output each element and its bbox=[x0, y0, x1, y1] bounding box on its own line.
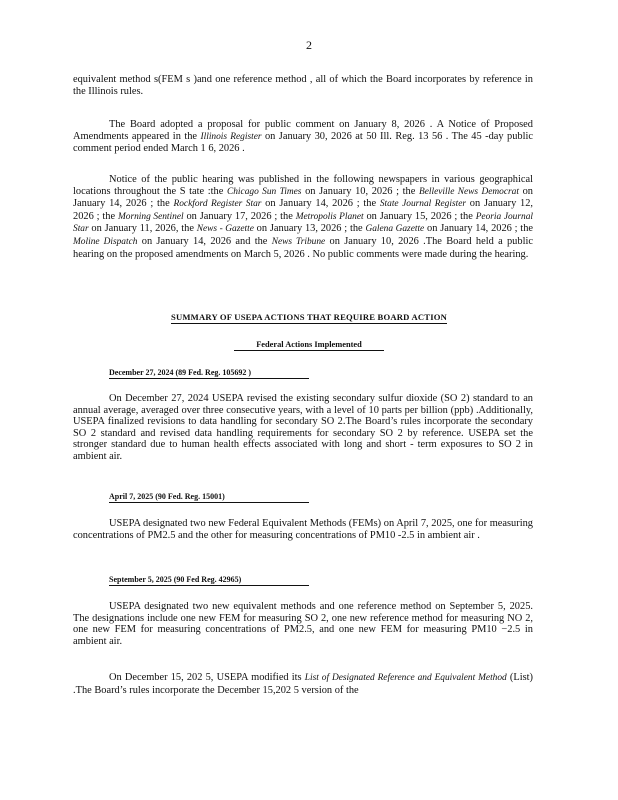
intro-paragraph-continuation: equivalent method s(FEM s )and one reference method , all of which the Board incorporates by reference in the Illinois rules. bbox=[73, 74, 533, 97]
federal-actions-heading bbox=[0, 340, 618, 351]
hearing-notice-paragraph bbox=[73, 174, 533, 260]
newspaper-name: Peoria Journal Star bbox=[73, 211, 533, 235]
notice-text: on January 12, 2026 ; the bbox=[73, 198, 534, 222]
action-paragraph-apr-2025 bbox=[73, 518, 533, 541]
action-text: USEPA designated two new Federal Equivalent Methods (FEMs) on April 7, 2025, one for measuring concentrations of PM2.5 and the other for measuring concentrations of PM10 -2.5 in ambient air . bbox=[73, 518, 533, 541]
action-paragraph-dec-2024 bbox=[73, 393, 533, 463]
action-heading-apr-2025 bbox=[109, 492, 309, 503]
newspaper-name: Metropolis Planet bbox=[295, 211, 364, 222]
action-heading-dec-2024 bbox=[109, 368, 309, 379]
list-text-a: On December 15, 202 5, USEPA modified its bbox=[109, 672, 305, 683]
notice-text: on January 14, 2026 and the bbox=[137, 235, 272, 247]
newspaper-name: Morning Sentinel bbox=[117, 211, 184, 222]
action-heading-text: December 27, 2024 (89 Fed. Reg. 105692 ) bbox=[109, 368, 309, 379]
summary-heading bbox=[0, 312, 618, 324]
notice-text: on January 17, 2026 ; the bbox=[183, 210, 296, 222]
notice-text: on January 10, 2026 .The Board held a public hearing on the proposed amendments on March 5, 2026 . No public comments were made during the hearing. bbox=[73, 235, 533, 260]
action-heading-sep-2025 bbox=[109, 575, 309, 586]
summary-heading-text: SUMMARY OF USEPA ACTIONS THAT REQUIRE BOARD ACTION bbox=[170, 312, 448, 322]
notice-text: on January 14, 2026 ; the bbox=[73, 185, 533, 210]
action-text: On December 27, 2024 USEPA revised the existing secondary sulfur dioxide (SO 2) standard to an annual average, averaged over three consecutive years, with a level of 10 parts per billion (ppb) .Additionally, USEPA finalized revisions to data handling for secondary SO 2.The Board’s rules incorporate the secondary SO 2 standard and revised data handling requirements for secondary SO 2 by reference. USEPA set the stronger standard due to human health effects associated with long and short - term exposures to SO 2 in ambient air. bbox=[73, 393, 533, 462]
notice-text: on January 11, 2026, the bbox=[88, 223, 197, 235]
newspaper-name: Galena Gazette bbox=[365, 224, 425, 235]
action-text: USEPA designated two new equivalent methods and one reference method on September 5, 2025. The designations include one new FEM for measuring SO 2, one new reference method for measuring NO 2, one new FEM for measuring concentrations of PM2.5, and one new FEM for measuring PM10 −2.5 in ambient air. bbox=[73, 601, 533, 647]
list-document-title: List of Designated Reference and Equivalent Method bbox=[304, 673, 507, 683]
proposal-paragraph bbox=[73, 119, 533, 155]
journal-name: Illinois Register bbox=[200, 131, 262, 142]
notice-text: on January 13, 2026 ; the bbox=[253, 223, 366, 235]
newspaper-name: News Tribune bbox=[271, 236, 326, 247]
page-number: 2 bbox=[306, 38, 312, 52]
list-text-b: (List) .The Board’s rules incorporate the December 15,202 5 version of the bbox=[73, 672, 533, 696]
newspaper-name: Rockford Register Star bbox=[173, 199, 262, 210]
newspaper-name: Belleville News Democrat bbox=[418, 186, 519, 197]
list-paragraph bbox=[73, 672, 533, 696]
notice-text: on January 14, 2026 ; the bbox=[261, 198, 380, 210]
notice-text: Notice of the public hearing was published in the following newspapers in various geographical locations throughout the S tate :the bbox=[73, 174, 533, 197]
notice-text: on January 14, 2026 ; the bbox=[424, 223, 534, 235]
notice-text: on January 15, 2026 ; the bbox=[363, 210, 476, 222]
newspaper-name: State Journal Register bbox=[379, 199, 467, 210]
action-heading-text: April 7, 2025 (90 Fed. Reg. 15001) bbox=[109, 492, 309, 503]
notice-text: on January 10, 2026 ; the bbox=[301, 185, 419, 197]
newspaper-name: Chicago Sun Times bbox=[226, 186, 302, 197]
newspaper-name: Moline Dispatch bbox=[73, 236, 138, 247]
newspaper-name: News - Gazette bbox=[196, 224, 254, 235]
proposal-text-a: The Board adopted a proposal for public comment on January 8, 2026 . A Notice of Proposed Amendments appeared in the bbox=[73, 119, 533, 142]
action-heading-text: September 5, 2025 (90 Fed Reg. 42965) bbox=[109, 575, 309, 586]
proposal-text-b: on January 30, 2026 at 50 Ill. Reg. 13 56 . The 45 -day public comment period ended March 1 6, 2026 . bbox=[73, 130, 534, 155]
federal-actions-heading-text: Federal Actions Implemented bbox=[234, 340, 384, 351]
action-paragraph-sep-2025 bbox=[73, 601, 533, 647]
